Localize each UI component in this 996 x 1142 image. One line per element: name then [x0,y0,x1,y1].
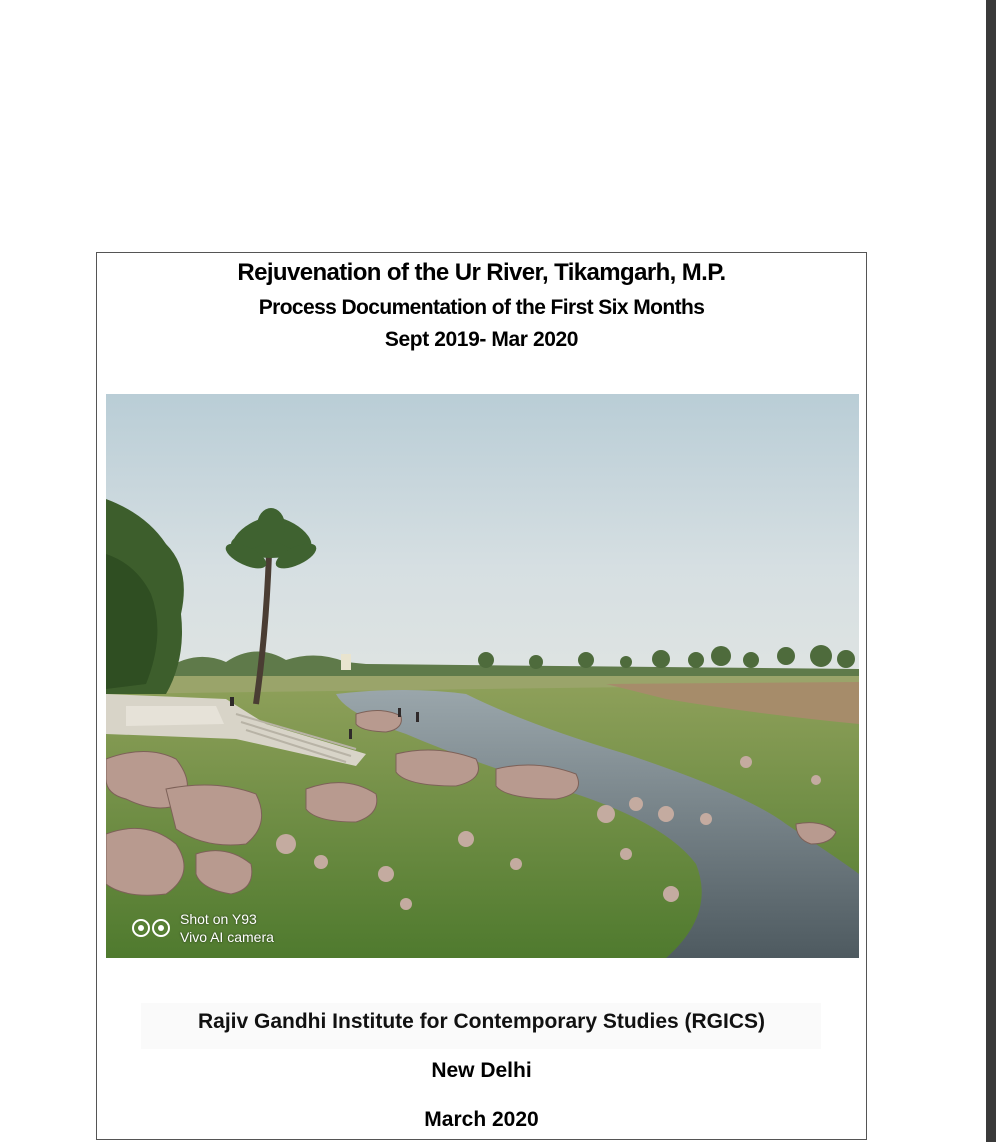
document-subtitle: Process Documentation of the First Six Months [258,296,705,319]
cover-page-frame [96,252,867,1140]
publication-city: New Delhi [431,1059,532,1082]
organization-name: Rajiv Gandhi Institute for Contemporary Studies (RGICS) [197,1010,766,1033]
window-edge-bar [986,0,996,1142]
document-period: Sept 2019- Mar 2020 [384,328,579,351]
camera-watermark [132,910,274,946]
river-photo-illustration [106,394,859,958]
camera-lens-icon [132,919,172,937]
watermark-line-1: Shot on Y93 [180,911,257,927]
publication-date: March 2020 [424,1108,539,1131]
river-photo [106,394,859,958]
watermark-line-2: Vivo AI camera [180,929,274,945]
document-title: Rejuvenation of the Ur River, Tikamgarh, M.P. [237,259,726,286]
